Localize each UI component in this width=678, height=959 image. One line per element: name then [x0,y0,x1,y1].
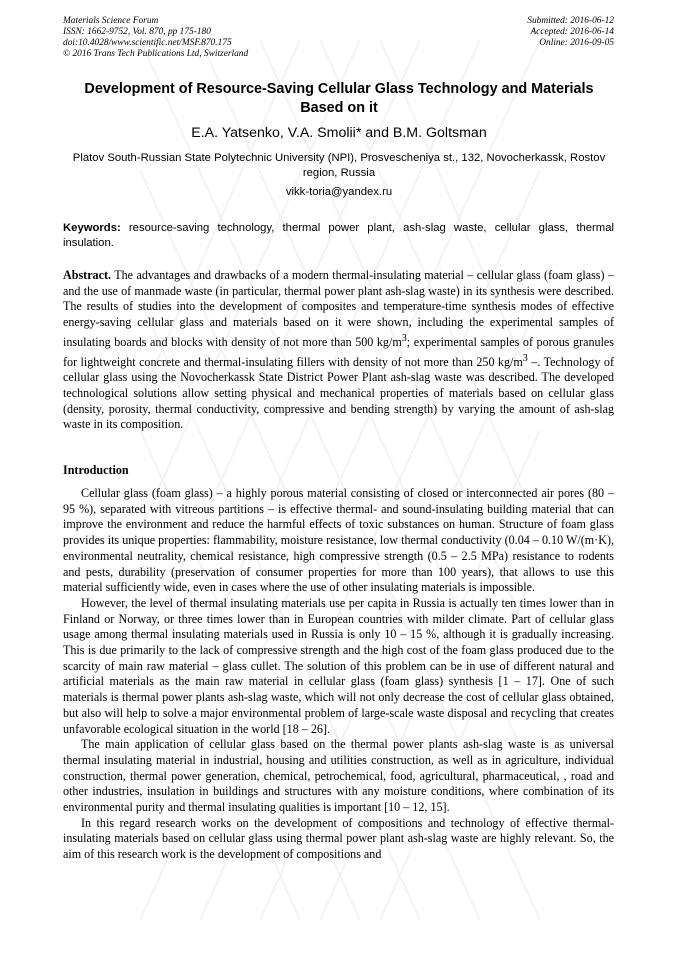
journal-name: Materials Science Forum [63,16,159,26]
intro-paragraph: However, the level of thermal insulating materials use per capita in Russia is actually ten times lower than in Finland or Norway, or three times lower than in European countries with milder climate. Part of cellular glass usage among thermal insulating materials used in Russia is only 10 – 15 %, although it is gradually increasing. This is due primarily to the lack of compressive strength and the high cost of the foam glass produced due to the scarcity of main raw material – glass cullet. The solution of this problem can be in use of different natural and artificial materials as the main raw material in cellular glass (foam glass) synthesis [1 – 17]. One of such materials is thermal power plants ash-slag waste, which will not only decrease the cost of cellular glass obtained, but also will help to solve a major environmental problem of large-scale waste disposal and recycling that creates unfavorable ecological situation in the world [18 – 26]. [63,595,614,736]
copyright-line: © 2016 Trans Tech Publications Ltd, Switzerland [63,49,249,59]
keywords-section [63,221,614,251]
paper-title: Development of Resource-Saving Cellular Glass Technology and Materials Based on it [84,81,594,116]
abstract-text-part3: –. Technology of cellular glass using the Novocherkassk State District Power Plant ash-slag waste was described. The developed technological solutions allow setting physical and mechanical properties of materials based on cellular glass (density, porosity, thermal conductivity, compressive and bending strength) by varying the amount of ash-slag waste in its composition. [63,354,614,432]
abstract-superscript-1: 3 [401,332,407,344]
introduction-heading: Introduction [63,463,129,477]
dates-header [527,16,614,49]
abstract-label: Abstract. [63,268,112,282]
submitted-date: Submitted: 2016-06-12 [527,16,614,26]
author-email: vikk-toria@yandex.ru [285,186,393,198]
accepted-date: Accepted: 2016-06-14 [530,27,614,37]
introduction-body [63,486,614,863]
intro-paragraph: Cellular glass (foam glass) – a highly porous material consisting of closed or interconnected air pores (80 – 95 %), separated with vitreous partitions – is effective thermal- and sound-insulating building material that can improve the environment and reduce the harmful effects of toxic substances on human. Structure of foam glass provides its unique properties: flammability, moisture resistance, low thermal conductivity (0.04 – 0.10 W/(m·K), environmental neutrality, chemical resistance, high compressive strength (0.5 – 2.5 MPa) resistance to rodents and pests, durability (preservation of consumer properties for more than 100 years), that allows to use this material sufficiently wide, even in cases where the use of other insulating materials is impossible. [63,486,614,595]
online-date: Online: 2016-09-05 [539,38,614,48]
doi-line: doi:10.4028/www.scientific.net/MSF.870.175 [63,38,232,48]
abstract-text-part2: ; experimental samples of porous granules for lightweight concrete and thermal-insulating fillers with density of not more than 250 kg/m [63,334,614,369]
intro-paragraph: The main application of cellular glass based on the thermal power plants ash-slag waste is as universal thermal insulating material in industrial, housing and utilities construction, as well as in agriculture, individual construction, thermal power generation, chemical, petrochemical, food, agricultural, pharmaceutical, , road and other industries, insulation in buildings and structures with any moisture conditions, where combination of its environmental purity and thermal insulating qualities is important [10 – 12, 15]. [63,737,614,815]
keywords-text: resource-saving technology, thermal power plant, ash-slag waste, cellular glass, thermal insulation. [63,222,614,249]
issn-line: ISSN: 1662-9752, Vol. 870, pp 175-180 [63,27,211,37]
intro-paragraph: In this regard research works on the development of compositions and technology of effective thermal-insulating materials based on cellular glass using thermal power plant ash-slag waste are highly relevant. So, the aim of this research work is the development of compositions and [63,815,614,862]
keywords-label: Keywords: [63,222,121,234]
abstract-section [63,268,614,433]
paper-authors: E.A. Yatsenko, V.A. Smolii* and B.M. Goltsman [191,125,487,141]
journal-header [63,16,248,60]
abstract-superscript-2: 3 [522,352,528,364]
author-affiliation: Platov South-Russian State Polytechnic University (NPI), Prosvescheniya st., 132, Novocherkassk, Rostov region, Russia [72,152,606,179]
abstract-text-part1: The advantages and drawbacks of a modern thermal-insulating material – cellular glass (foam glass) – and the use of manmade waste (in particular, thermal power plant ash-slag waste) in its synthesis were described. The results of studies into the development of composites and temperature-time synthesis modes of effective energy-saving cellular glass and materials based on it were shown, including the experimental samples of insulating boards and blocks with density of not more than 500 kg/m [63,268,615,349]
